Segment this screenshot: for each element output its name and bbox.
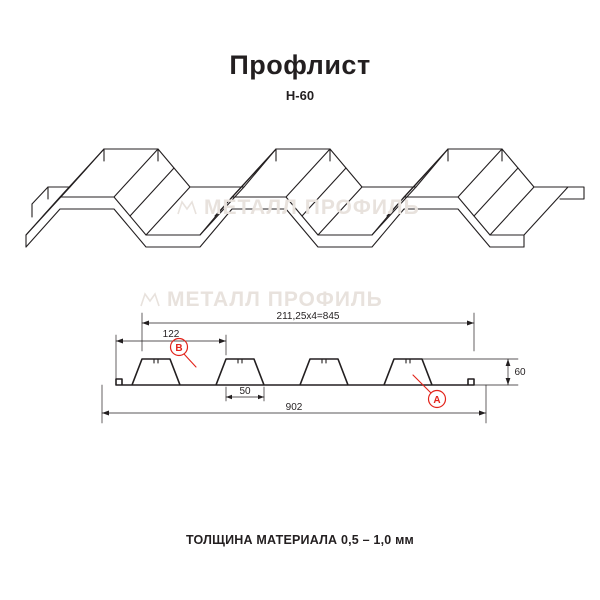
callout-b-label: B [175, 343, 183, 354]
material-thickness-note: ТОЛЩИНА МАТЕРИАЛА 0,5 – 1,0 мм [186, 533, 414, 547]
dimension-valley-width: 50 [239, 386, 251, 397]
profile-model-label: Н-60 [285, 88, 315, 103]
watermark-text: МЕТАЛЛ ПРОФИЛЬ [204, 196, 420, 219]
dimension-overall-width: 902 [285, 402, 303, 413]
isometric-view [8, 125, 592, 290]
dimension-profile-height: 60 [514, 367, 526, 378]
dimension-flange-width: 122 [162, 329, 180, 340]
watermark-text: МЕТАЛЛ ПРОФИЛЬ [167, 288, 383, 311]
cross-section-view [80, 305, 530, 440]
callout-a-label: A [433, 395, 441, 406]
dimension-pitch-total: 211,25х4=845 [276, 311, 340, 322]
page-title: Профлист [229, 50, 371, 80]
